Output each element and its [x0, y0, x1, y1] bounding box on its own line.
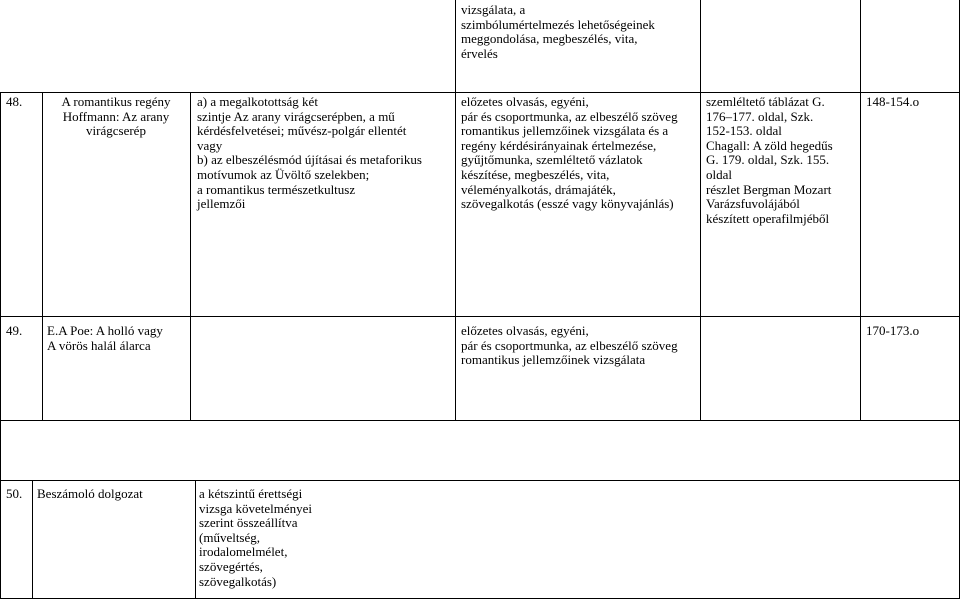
text-line: szerint összeállítva	[199, 515, 298, 531]
row49-pages: 170-173.o	[866, 323, 920, 338]
row-top-methods	[461, 3, 655, 61]
grid-line-h	[0, 92, 960, 93]
text-line: szimbólumértelmezés lehetőségeinek	[461, 16, 655, 32]
text-line: irodalomelmélet,	[199, 544, 288, 560]
grid-line-v	[860, 0, 861, 420]
text-line: gyűjtőmunka, szemléltető vázlatok	[461, 152, 643, 168]
text-line: Varázsfuvolájából	[706, 196, 800, 212]
text-line: oldal	[706, 166, 732, 182]
grid-line-v	[0, 480, 1, 599]
text-line: szövegalkotás)	[199, 573, 277, 589]
text-line: G. 179. oldal, Szk. 155.	[706, 152, 830, 168]
row50-number: 50.	[6, 486, 23, 501]
text-line: kérdésfelvetései; művész-polgár ellentét	[197, 123, 407, 139]
row48-title	[43, 95, 189, 139]
row48-tools	[706, 95, 833, 226]
row49-number: 49.	[6, 323, 23, 338]
text-line: készítése, megbeszélés, vita,	[461, 166, 610, 182]
grid-line-v	[195, 480, 196, 599]
row48-number: 48.	[6, 94, 23, 109]
text-line: romantikus jellemzőinek vizsgálata	[461, 352, 646, 368]
grid-line-h	[0, 420, 960, 421]
row48-pages: 148-154.o	[866, 94, 920, 109]
row50-title: Beszámoló dolgozat	[37, 486, 143, 501]
text-line: 176–177. oldal, Szk.	[706, 108, 814, 124]
row48-content	[197, 95, 422, 212]
row48-methods	[461, 95, 678, 212]
text-line: vagy	[197, 137, 223, 153]
grid-line-v	[190, 92, 191, 420]
text-line: jellemzői	[197, 196, 246, 212]
text-line: előzetes olvasás, egyéni,	[461, 323, 589, 338]
grid-line-v	[455, 0, 456, 420]
grid-line-v	[700, 0, 701, 420]
grid-line-v	[32, 480, 33, 599]
text-line: szemléltető táblázat G.	[706, 94, 825, 109]
text-line: a kétszintű érettségi	[199, 486, 303, 501]
text-line: romantikus jellemzőinek vizsgálata és a	[461, 123, 669, 139]
text-line: pár és csoportmunka, az elbeszélő szöveg	[461, 108, 678, 124]
row50-content	[199, 487, 312, 589]
text-line: előzetes olvasás, egyéni,	[461, 94, 589, 109]
row49-title	[47, 324, 163, 353]
text-line: szövegalkotás (esszé vagy könyvajánlás)	[461, 196, 674, 212]
text-line: 152-153. oldal	[706, 123, 782, 139]
text-line: regény kérdésirányainak értelmezése,	[461, 137, 657, 153]
text-line: Hoffmann: Az arany	[62, 108, 170, 124]
grid-line-h	[0, 480, 960, 481]
text-line: szövegértés,	[199, 558, 263, 574]
grid-line-v	[0, 92, 1, 420]
text-line: pár és csoportmunka, az elbeszélő szöveg	[461, 337, 678, 353]
text-line: motívumok az Üvöltő szelekben;	[197, 166, 370, 182]
text-line: vizsgálata, a	[461, 2, 526, 17]
text-line: vizsga követelményei	[199, 500, 312, 516]
grid-line-v	[42, 92, 43, 420]
grid-line-h	[0, 316, 960, 317]
text-line: a romantikus természetkultusz	[197, 181, 356, 197]
grid-line-v	[0, 420, 1, 480]
text-line: szintje Az arany virágcserépben, a mű	[197, 108, 395, 124]
text-line: virágcserép	[86, 123, 146, 139]
text-line: véleményalkotás, drámajáték,	[461, 181, 616, 197]
text-line: Chagall: A zöld hegedűs	[706, 137, 833, 153]
text-line: a) a megalkotottság két	[197, 94, 318, 109]
text-line: készített operafilmjéből	[706, 210, 830, 226]
text-line: érvelés	[461, 45, 498, 61]
row49-methods	[461, 324, 678, 368]
text-line: (műveltség,	[199, 529, 261, 545]
text-line: meggondolása, megbeszélés, vita,	[461, 31, 638, 47]
text-line: A vörös halál álarca	[47, 337, 151, 353]
text-line: A romantikus regény	[61, 94, 171, 109]
text-line: b) az elbeszélésmód újításai és metaforikus	[197, 152, 422, 168]
text-line: E.A Poe: A holló vagy	[47, 323, 163, 338]
text-line: részlet Bergman Mozart	[706, 181, 832, 197]
grid-line-h	[0, 598, 960, 599]
